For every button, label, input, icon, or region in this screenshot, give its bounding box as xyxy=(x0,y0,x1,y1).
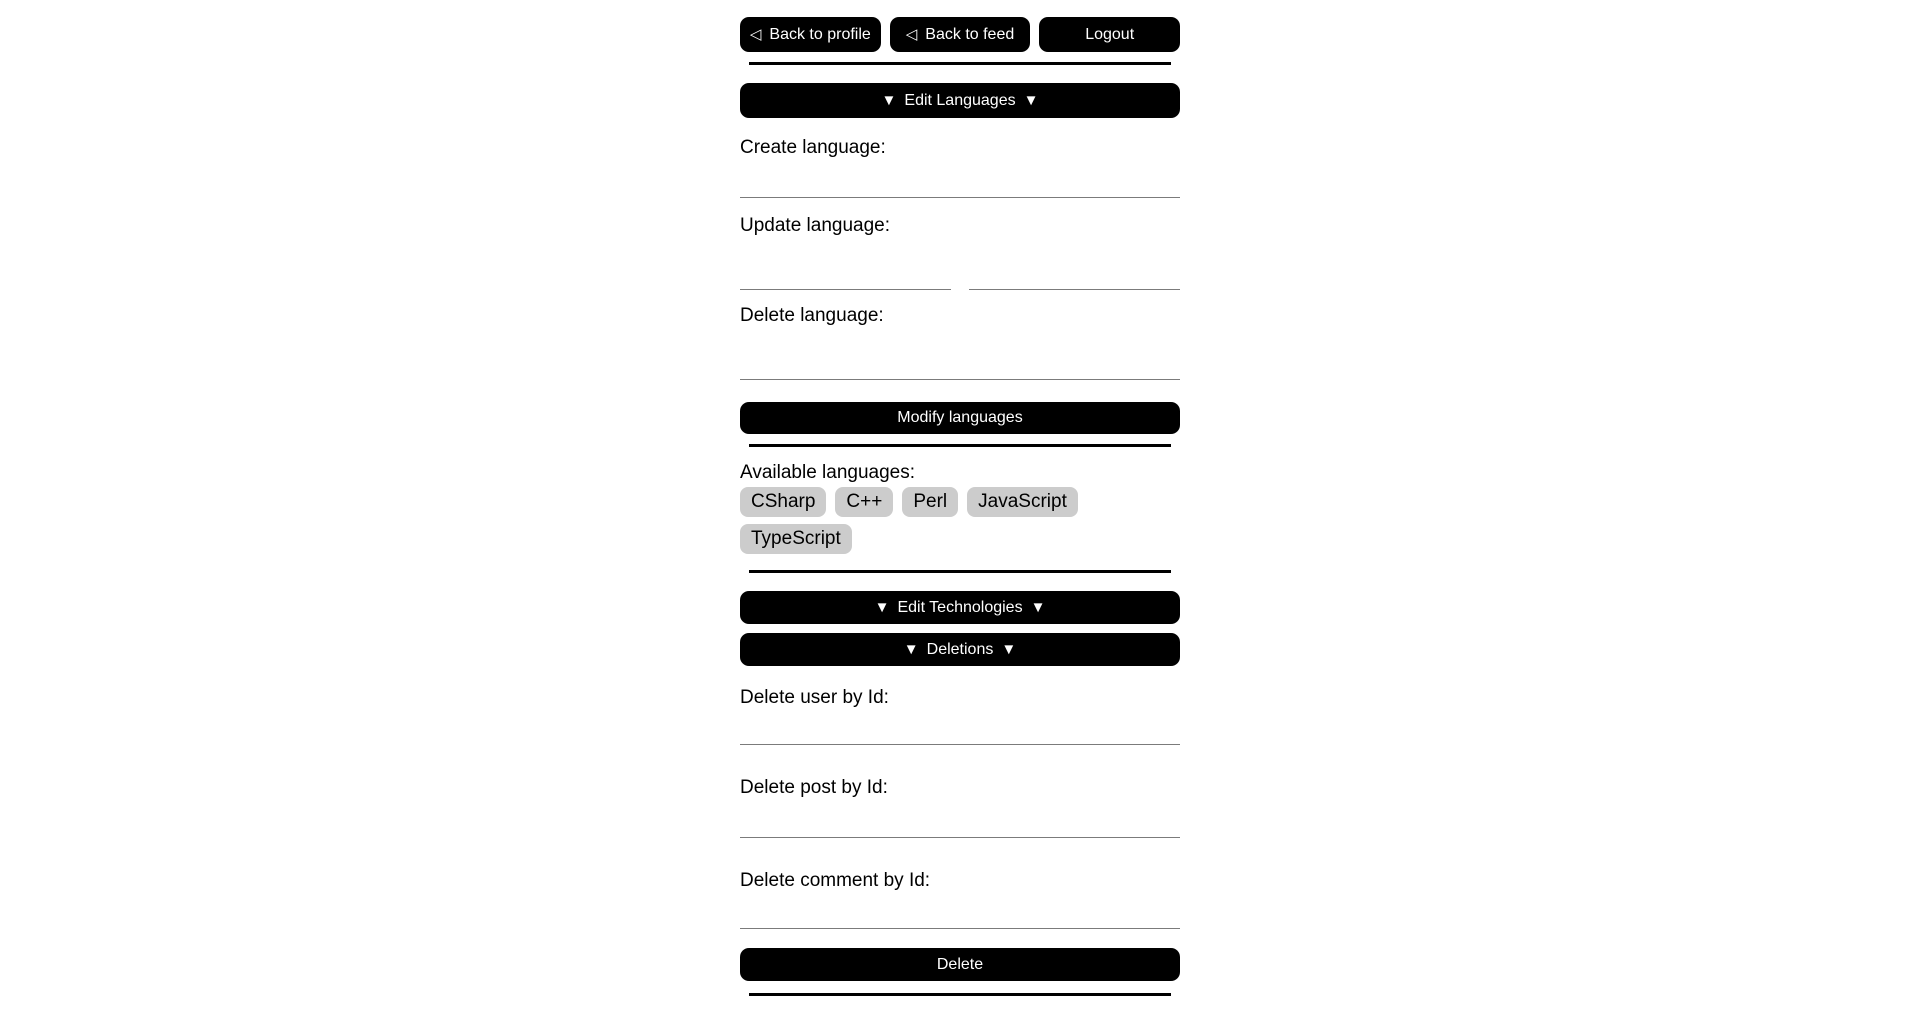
toggle-edit-technologies-label: Edit Technologies xyxy=(897,598,1023,616)
modify-languages-label: Modify languages xyxy=(897,409,1023,426)
update-language-inputs-row xyxy=(740,237,1180,290)
nav-buttons-row xyxy=(740,17,1180,52)
available-languages-list xyxy=(740,487,1180,554)
logout-button[interactable] xyxy=(1039,17,1180,52)
toggle-edit-languages-button[interactable] xyxy=(740,83,1180,118)
modify-languages-button[interactable] xyxy=(740,402,1180,434)
delete-user-by-id-input[interactable] xyxy=(740,709,1180,745)
back-icon: ◁ xyxy=(905,26,918,43)
divider xyxy=(749,993,1171,996)
delete-comment-by-id-label: Delete comment by Id: xyxy=(740,870,931,891)
back-to-profile-button[interactable] xyxy=(740,17,881,52)
divider xyxy=(749,570,1171,573)
toggle-deletions-label: Deletions xyxy=(926,640,994,658)
language-chip[interactable]: Perl xyxy=(902,487,958,517)
language-chip[interactable]: TypeScript xyxy=(740,524,852,554)
back-to-feed-label: Back to feed xyxy=(925,25,1015,43)
chevron-down-icon: ▼ xyxy=(874,599,890,616)
delete-button-label: Delete xyxy=(936,955,984,973)
back-icon: ◁ xyxy=(749,26,762,43)
back-to-profile-label: Back to profile xyxy=(769,25,871,43)
toggle-edit-technologies-button[interactable] xyxy=(740,591,1180,624)
delete-user-by-id-label: Delete user by Id: xyxy=(740,687,889,708)
chevron-down-icon: ▼ xyxy=(903,641,919,658)
language-chip[interactable]: JavaScript xyxy=(967,487,1078,517)
delete-comment-by-id-input[interactable] xyxy=(740,892,1180,929)
divider xyxy=(749,62,1171,65)
create-language-label: Create language: xyxy=(740,137,886,158)
toggle-deletions-button[interactable] xyxy=(740,633,1180,666)
chevron-down-icon: ▼ xyxy=(881,92,897,109)
delete-language-input[interactable] xyxy=(740,327,1180,380)
toggle-edit-languages-label: Edit Languages xyxy=(904,91,1016,109)
content-column xyxy=(740,17,1180,996)
delete-language-label: Delete language: xyxy=(740,305,884,326)
divider xyxy=(749,444,1171,447)
delete-post-by-id-label: Delete post by Id: xyxy=(740,777,888,798)
chevron-down-icon: ▼ xyxy=(1023,92,1039,109)
delete-post-by-id-input[interactable] xyxy=(740,799,1180,838)
update-language-new-input[interactable] xyxy=(969,237,1180,290)
chevron-down-icon: ▼ xyxy=(1030,599,1046,616)
update-language-old-input[interactable] xyxy=(740,237,951,290)
language-chip[interactable]: CSharp xyxy=(740,487,826,517)
update-language-label: Update language: xyxy=(740,215,891,236)
back-to-feed-button[interactable] xyxy=(890,17,1031,52)
chevron-down-icon: ▼ xyxy=(1001,641,1017,658)
logout-label: Logout xyxy=(1085,25,1135,43)
available-languages-label: Available languages: xyxy=(740,462,916,483)
create-language-input[interactable] xyxy=(740,159,1180,198)
delete-button[interactable] xyxy=(740,948,1180,981)
language-chip[interactable]: C++ xyxy=(835,487,893,517)
